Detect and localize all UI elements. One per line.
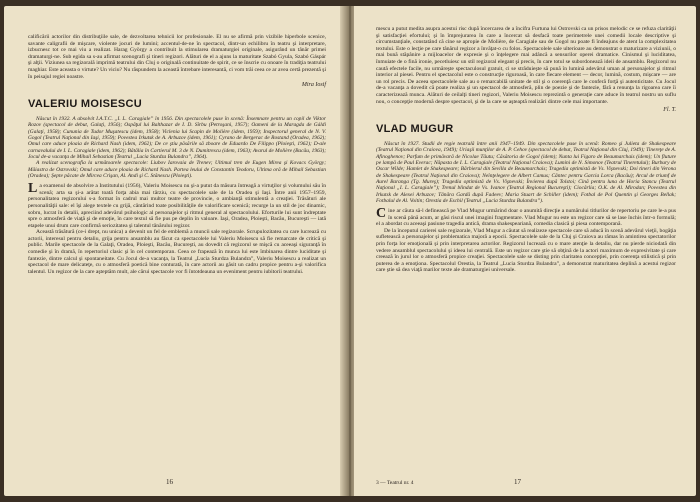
bio-vlad-mugur [376, 141, 676, 204]
bio-valeriu-moisescu [28, 116, 326, 179]
footer-journal: 3 — Teatrul nr. 4 [376, 480, 414, 486]
left-page [4, 6, 346, 496]
body-paragraph: La examenul de absolvire a Institutului (1956), Valeriu Moisescu nu şi-a putut da măsura întreagă a virtuţilor și volumului său în scenă; arta sa şi-a arătat toată forţa abia mai târziu, cu spectacolele sale de la Oradea şi Iaşi. Între anii 1957–1959, personalitatea regizorului s-a format în cadrul mai multor teatre de provincie, o ambianţă stimulentă a creaţiei. Trăsături ale personalităţii sale: el îşi alege textele cu grijă, cântărind toate posibilităţile de valorificare scenică; recurge la un stil de joc dinamic, sobru, lucrat în detalii, apreciind adevărul psihologic al personajelor şi ritmul general al spectacolului. Eforturile lui sunt îndreptate spre o atmosferă de viaţă şi de emoţie, în care textul să fie pus pe deplin în valoare. Iaşi, Oradea, Ploieşti, Bacău, Bucureşti — iată etapele unui drum care confirmă seriozitatea şi talentul tânărului regizor. [28, 181, 326, 229]
right-intro: mescu a putut medita asupra acestui risc după încercarea de a încifra Furtuna lui Ostrovski ca un prisos melodic ce se refuza clarităţii şi satisfacţiei efortului; şi în împrejurarea în care a încercat să desfacă toate perimetrele unei comedii locale descriptive şi circumstanţiale, constatând că cine se apropie de Molière, de Caragiale sau de Gogol nu poate fi îndeajuns de atent la complexitatea textului. Este o lecţie pe care tânărul regizor a învăţat-o cu folos. Spectacolele sale ulterioare au demonstrat o maturizare a viziunii, o mai bună stăpânire a mijloacelor de expresie şi o înţelegere mai adâncă a sensurilor operei dramatice. Cinismul şi luciditatea, înmuiate de o fină ironie, pecetluiesc un stil regizoral elegant şi precis, în care totul se subordonează ideii de ansamblu. Regizorul nu caută efectele facile, nu urmăreşte spectaculosul gratuit, ci se străduieşte să pună în lumină adevărul uman al personajelor şi ritmul interior al piesei. Pentru el spectacolul este o construcţie riguroasă, în care fiecare element — decor, lumină, costum, mişcare — are un rol precis. De aceea spectacolele sale au o remarcabilă unitate de stil şi o coerenţă care le conferă forţă şi autenticitate. Cu Jocul de-a vacanţa a dovedit că poate realiza şi un spectacol de atmosferă, plin de poezie şi de fantezie, fără a renunţa la rigoarea care îi caracterizează munca. Alături de ceilalţi tineri regizori, Valeriu Moisescu reprezintă o generaţie care aduce în teatrul nostru un suflu nou, o concepţie modernă despre spectacol, şi de la care se aşteaptă realizări dintre cele mai importante. [376, 26, 676, 105]
left-signature: Mira Iosif [301, 82, 326, 89]
heading-valeriu-moisescu: VALERIU MOISESCU [28, 98, 142, 111]
heading-vlad-mugur: VLAD MUGUR [376, 123, 454, 136]
body-paragraph: Cine ar căuta să-l definească pe Vlad Mugur urmărind doar o anumită direcţie a numărului titlurilor de repertoriu pe care le-a pus în scenă până acum, ar găsi riscul unei imagini fragmentare. Vlad Mugur nu este un regizor care să se lase închis într-o formulă; el a abordat cu aceeaşi pasiune tragedia antică, drama shakespeariană, comedia clasică şi piesa contemporană. [376, 206, 676, 228]
bio-paragraph: Născut în 1932. A absolvit I.A.T.C. „I. L. Caragiale” în 1956. Din spectacolele puse în scenă: Însemnare pentru un copil de Viktor Rozov (spectacol de debut, Galaţi, 1956); Ospăţul lui Balthazar de I. D. Sîrbu (Petroşani, 1957); Oameni de la Maragda de Gáldi (Galaţi, 1958); Cununia de Tudor Muşatescu (idem, 1958); Viclenia lui Scapin de Molière (idem, 1959); Inspectorul general de N. V. Gogol (Teatrul Naţional din Iaşi, 1959); Povestea Irkutsk de A. Arbuzov (idem, 1961); Cyrano de Bergerac de Rostand (Oradea, 1962); Omul care aduce ploaia de Richard Nash (idem, 1962); De ce ştiu păsările să zboare de Eduardo De Filippo (Ploieşti, 1962); D-ale carnavalului de I. L. Caragiale (idem, 1962); Bătălia în Cartierul M. 3 de N. Dumitrescu (idem, 1963); Avarul de Molière (Bacău, 1963); Jocul de-a vacanţa de Mihail Sebastian (Teatrul „Lucia Sturdza Bulandra”, 1964). [28, 116, 326, 160]
bio-paragraph: Născut în 1927. Studii de regie teatrală între anii 1947–1949. Din spectacolele puse în scenă: Romeo şi Julieta de Shakespeare (Teatrul Naţional din Craiova, 1949); Uriaşii munţilor de A. P. Cehov (spectacol de debut, Teatrul Naţional din Cluj, 1949); Tinereţe de A. Afinoghenov; Parfum de primăvară de Nicolae Tăutu; Căsătoria de Gogol (idem); Nunta lui Figaro de Beaumarchais (idem); Un fluture pe lampă de Paul Everac; Năpasta de I. L. Caragiale (Teatrul Naţional Craiova); Lumini de N. Simonov (Teatrul Tineretului); Burbury de Oscar Wilde; Hamlet de Shakespeare; Bărbierul din Sevilla de Beaumarchais; Tragedia optimistă de Vs. Vişnevski; Doi tineri din Verona de Shakespeare (Teatrul Naţional din Craiova); Neînţelegere de Albert Camus; Cântec pentru Garcia Lorca (Bacău); Arcul de triumf de Aurel Baranga (Tg. Mureş); Tragedia optimistă de Vs. Vişnevski; Învierea după Tolstoi; Cină pentru luna de Horia Stancu (Teatrul Naţional „I. L. Caragiale”); Trenul blindat de Vs. Ivanov (Teatrul Regional Bucureşti); Ciocârlia; O.K. de Al. Mirodan; Povestea din Irkutsk de Alexei Arbuzov; Tânăra Gardă după Fadeev; Maria Stuart de Schiller (idem); Fotbal de Pol Quentin şi Georges Bellak; Fotbalul de Al. Voitin; Orestia de Eschil (Teatrul „Lucia Sturdza Bulandra”). [376, 141, 676, 204]
page-number-right: 17 [514, 478, 521, 486]
right-signature: Fl. T. [663, 107, 676, 114]
right-page [354, 6, 696, 496]
page-number-left: 16 [166, 478, 173, 486]
body-paragraph: Această trăsătură (ce-i drept, nu unica) a devenit un fel de emblemă a muncii sale regizorale. Scrupulozitatea cu care lucrează cu actorii, interesul pentru detaliu, grija pentru ansamblu au făcut ca spectacolele lui Valeriu Moisescu să fie remarcate de critică şi public. Marile spectacole de la Galaţi, Oradea, Ploieşti, Bacău, Bucureşti, au dovedit că regizorul se mişcă cu aceeaşi siguranţă în comedie şi în dramă, în repertoriul clasic şi în cel contemporan. Ceea ce frapează în munca lui este îmbinarea dintre luciditate şi fantezie, dintre calcul şi spontaneitate. Cu Jocul de-a vacanţa, la Teatrul „Lucia Sturdza Bulandra”, Valeriu Moisescu a realizat un spectacol de mare delicateţe, cu o atmosferă poetică bine conturată, în care actorii au găsit un cadru propice pentru a-şi valorifica talentul. Un regizor de la care aşteptăm mult, ale cărui spectacole vor fi întotdeauna un eveniment pentru iubitorii teatrului. [28, 229, 326, 275]
bio-paragraph: A realizat scenografia la următoarele spectacole: Liubov Iarovaia de Trenev; Ultimul tren de Eugen Mirea şi Kovacs György; Măiastra de Ostrovski; Omul care aduce ploaia de Richard Nash. Partea leului de Constantin Teodoru, Ultima oră de Mihail Sebastian (Oradea); Șepte păcate de Mircea Crişan, Al. Andi şi C. Stănescu (Ploieşti). [28, 160, 326, 179]
body-paragraph: De la începutul carierei sale regizorale, Vlad Mugur a căutat să realizeze spectacole care să aducă în scenă adevărul vieţii, bogăţia sufletească a personajelor şi problematica majoră a epocii. Spectacolele sale de la Cluj şi Craiova au rămas în amintirea spectatorilor prin forţa lor emoţională şi prin interpretarea actorilor. Regizorul lucrează cu o mare atenţie la detaliu, dar nu pierde niciodată din vedere ansamblul spectacolului şi ideea lui centrală. Este un regizor care ştie să obţină de la actori maximum de expresivitate şi care creează în jurul lor o atmosferă propice creaţiei. Spectacolele sale se disting prin claritatea concepţiei, prin coerenţa stilistică şi prin puterea de a emoţiona. Spectacolul Orestia, la Teatrul „Lucia Sturdza Bulandra”, a demonstrat maturitatea deplină a acestui regizor care ştie să dea viaţă marilor texte ale dramaturgiei universale. [376, 227, 676, 274]
left-intro: calificării actorilor din distribuţiile sale, de dezvoltarea tehnicii lor profesionale. El nu se afirmă prin vizibile hiperbole scenice, savante caligrafii de mişcare, violente jocuri de lumini; accentul-de-ne în spectacol, dintr-un echilibru în teatru şi interpretare, izbucnesc tot ce mai viu a realizat. Harag György a contribuit la stimularea dramaturgiei originale, asigurând un tânăr primei dramaturgi-ne. Sub egida sa s-au afirmat scenografi şi tineri regizori. Alături de el a ajuns la maturitate Szabó Gyula, Szabó Gáspár şi alţii. Viziunea sa regizorală imprimă teatrului din Cluj o originală continuitate de spirit, ce se înscrie cu onoare în tradiţia teatrului maghiar. Este aceasta o virtute? Un viciu? Nu răspundem la această întrebare interesantă, ci vom trăi ceea ce ar avea certă prezentă şi în peisajul regiei noastre. [28, 34, 326, 80]
